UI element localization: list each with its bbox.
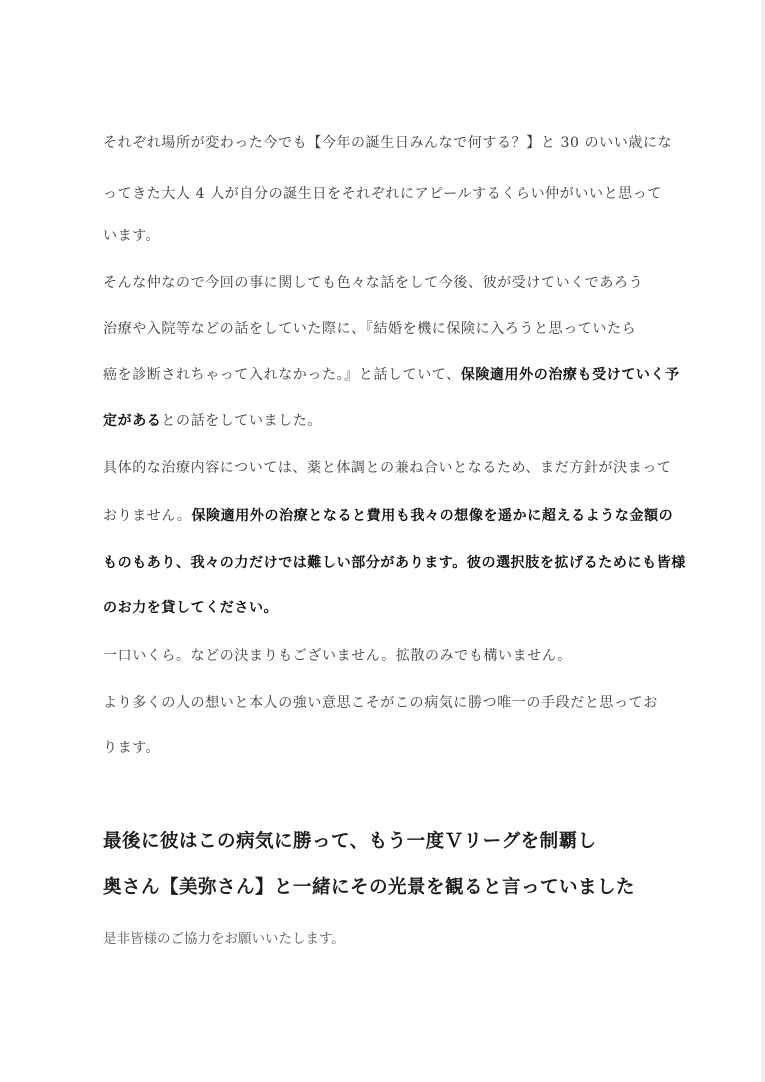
body-text: 癌を診断されちゃって入れなかった。』と話していて、	[103, 367, 461, 383]
page-edge	[761, 0, 765, 1082]
body-text: います。	[103, 228, 161, 244]
body-line	[103, 598, 278, 618]
body-line	[103, 226, 160, 246]
body-line	[103, 553, 686, 573]
body-text: 治療や入院等などの話をしていた際に、『結婚を機に保険に入ろうと思っていたら	[103, 321, 637, 337]
body-line	[103, 365, 680, 385]
body-line	[103, 693, 658, 713]
closing-heading-line-1: 最後に彼はこの病気に勝って、もう一度Ｖリーグを制覇し	[103, 831, 597, 852]
body-line	[103, 133, 672, 153]
emphasized-text: 保険適用外の治療となると費用も我々の想像を遥かに超えるような金額の	[191, 508, 674, 524]
body-line	[103, 646, 572, 666]
body-text: そんな仲なので今回の事に関しても色々な話をして今後、彼が受けていくであろう	[103, 275, 644, 291]
body-text: 一口いくら。などの決まりもございません。拡散のみでも構いません。	[103, 648, 572, 664]
body-text: それぞれ場所が変わった今でも【今年の誕生日みんなで何する？】と 30 のいい歳にな	[103, 135, 673, 151]
closing-heading-line-2: 奥さん【美弥さん】と一緒にその光景を観ると言っていました	[103, 877, 636, 898]
body-line	[103, 411, 322, 431]
body-line	[103, 458, 672, 478]
emphasized-text: ものもあり、我々の力だけでは難しい部分があります。彼の選択肢を拡げるためにも皆様	[103, 555, 686, 571]
body-line	[103, 738, 160, 758]
body-text: ってきた大人 4 人が自分の誕生日をそれぞれにアピールするくらい仲がいいと思って	[103, 186, 662, 202]
body-text: との話をしていました。	[161, 413, 323, 429]
emphasized-text: のお力を貸してください。	[103, 600, 279, 616]
body-line	[103, 319, 636, 339]
body-text: より多くの人の想いと本人の強い意思こそがこの病気に勝つ唯一の手段だと思ってお	[103, 695, 658, 711]
emphasized-text: 保険適用外の治療も受けていく予	[460, 367, 680, 383]
body-text: 具体的な治療内容については、薬と体調との兼ね合いとなるため、まだ方針が決まって	[103, 460, 672, 476]
emphasized-text: 定がある	[103, 413, 162, 429]
body-text: おりません。	[103, 508, 192, 524]
body-line	[103, 184, 662, 204]
body-line	[103, 506, 673, 526]
body-text: ります。	[103, 740, 161, 756]
body-line	[103, 273, 643, 293]
closing-request: 是非皆様のご協力をお願いいたします。	[103, 931, 345, 947]
